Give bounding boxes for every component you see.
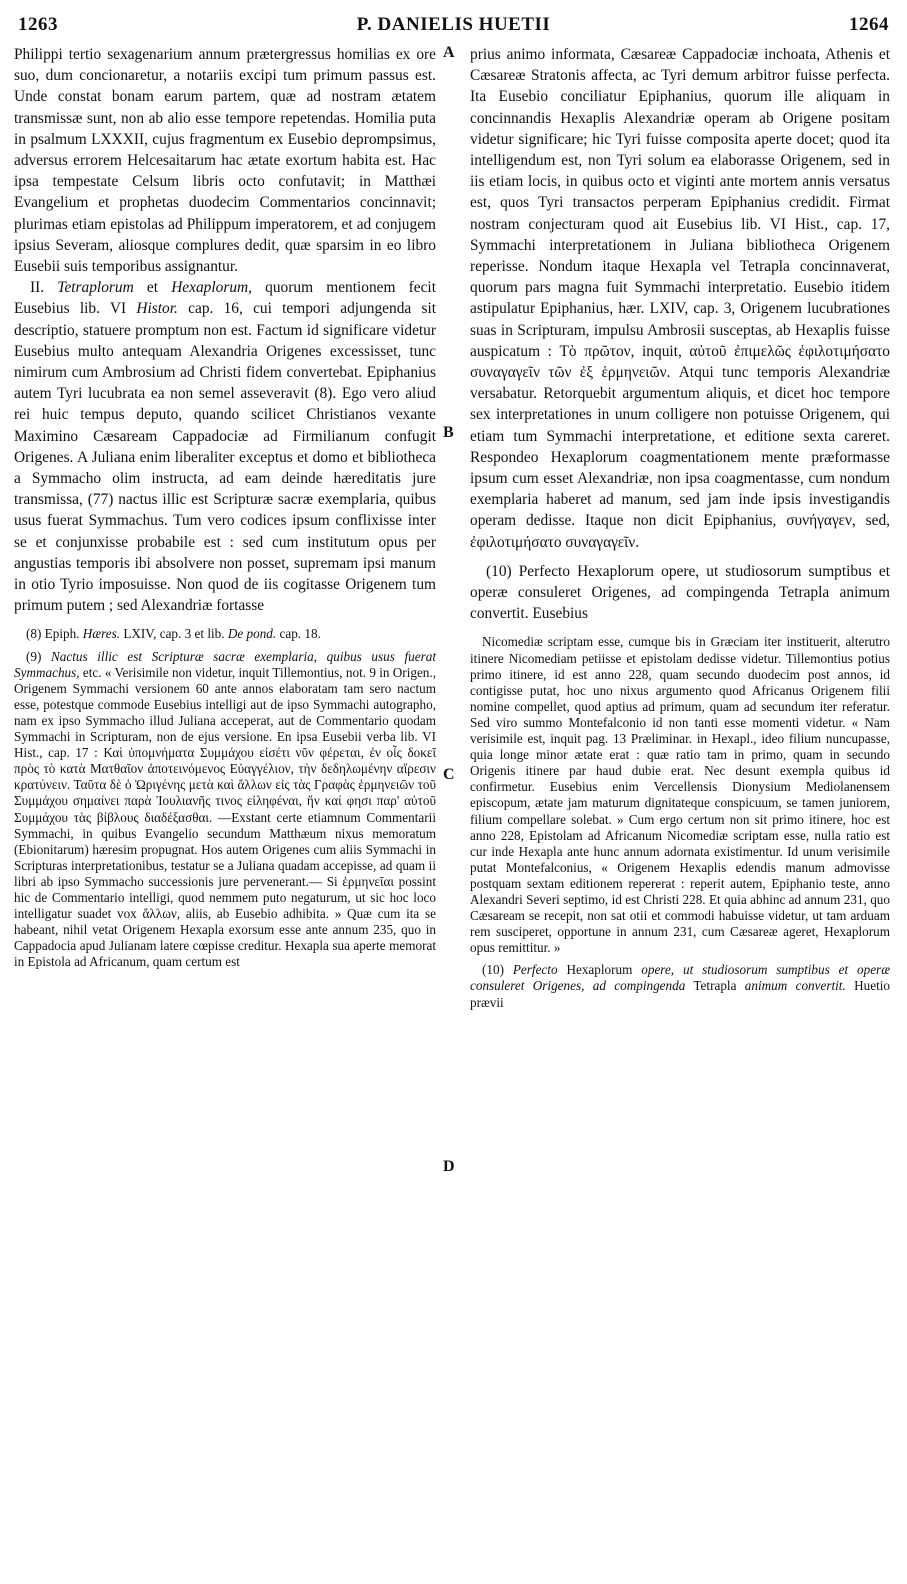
italic-term: Perfecto — [512, 962, 558, 978]
italic-term: opere, ut studiosorum sumptibus et operæ consuleret Origenes, ad compingenda — [470, 962, 890, 994]
text-run: cap. 18. — [279, 626, 321, 642]
left-column — [14, 44, 436, 970]
text-run: (10) — [482, 962, 504, 978]
margin-marker-c: C — [443, 766, 455, 783]
margin-marker-d: D — [443, 1158, 455, 1175]
text-run: Hexaplorum — [566, 962, 633, 978]
right-paragraph-2: (10) Perfecto Hexaplorum opere, ut studiosorum sumptibus et operæ consuleret Origenes, ad compingenda Tetrapla animum convertit. Eusebius — [470, 562, 890, 623]
text-run: , quorum mentionem fecit Eusebius lib. VI — [14, 279, 436, 318]
text-run: Huetio prævii — [470, 978, 891, 1010]
left-paragraph-2 — [14, 277, 436, 616]
para-number: II. — [30, 279, 45, 297]
margin-marker-b: B — [443, 424, 454, 441]
italic-term: De pond. — [227, 626, 277, 642]
italic-term: Hexaplorum — [171, 279, 249, 297]
footnote-8 — [14, 626, 436, 642]
text-run: Tetrapla — [693, 978, 737, 994]
italic-term: Histor. — [136, 300, 178, 318]
margin-marker-a: A — [443, 44, 455, 61]
page-number-left: 1263 — [18, 14, 58, 35]
text-run: (9) — [26, 648, 42, 664]
page-number-right: 1264 — [849, 14, 889, 35]
italic-term: animum convertit. — [744, 978, 846, 994]
text-run: et — [146, 279, 158, 297]
text-run: cap. 16, cui tempori adjungenda sit descriptio, statuere promptum non est. Factum id significare videtur Eusebius multo antequam Alexandria Origenes excessisset, tunc nimirum cum Ambrosium ad Christi fidem convertebat. Epiphanius autem Tyri lucubrata ea non semel asseveravit (8). Ego vero aliud rei huic tempus deputo, quando scilicet Christianos vexante Maximino Cæsaream Cappadociæ ad Firmilianum confugit Origenes. A Juliana enim liberaliter exceptus et domo et bibliotheca a Symmacho olim instructa, ad eam deinde hæreditatis jure transmissa, (77) nactus illic est Scripturæ sacræ exemplaria, quibus usus fuerat Symmachus. Tum vero codices ipsum conflixisse inter se et conjunxisse probabile est : sed cum institutum opus per angustias temporis ibi absolvere non posset, supremam ipsi manum in otio Tyrio imposuisse. Non quod de iis cogitasse Origenem tum primum putem ; sed Alexandriæ fortasse — [14, 300, 437, 615]
footnote-10 — [470, 962, 890, 1010]
running-title: P. DANIELIS HUETII — [356, 14, 551, 35]
footnote-9 — [14, 649, 436, 971]
italic-term: Hæres. — [82, 626, 121, 642]
text-run: LXIV, cap. 3 et lib. — [123, 626, 225, 642]
right-paragraph-1: prius animo informata, Cæsareæ Cappadociæ inchoata, Athenis et Cæsareæ Stratonis affecta, ac Tyri demum arbitror fuisse perfecta. Ita Eusebio conciliatur Epiphanius, quorum ille aliquam in concinnandis Hexaplis Alexandriæ operam ab Origene positam videtur significare; hic Tyri fuisse composita aperte docet; quod ita intelligendum est, non Tyri solum ea elaborasse Origenem, sed in iis etiam locis, in quibus octo et viginti ante mortem annis versatus est, quos Tyri transactos perperam Epiphanius credidit. Firmat nostram conjecturam quod ait Eusebius lib. VI Hist., cap. 17, Symmachi interpretationem in Juliana bibliotheca Origenem reperisse. Nondum itaque Hexapla vel Tetrapla concinnaverat, quorum pars magna fuit Symmachi interpretatio. Eusebio itidem astipulatur Epiphanius, hær. LXIV, cap. 3, Origenem lucubrationes suas in Scripturam, impulsu Ambrosii susceptas, ab Hexaplis fuisse auspicatum : Τὸ πρῶτον, inquit, αὐτοῦ ἐπιμελῶς ἐφιλοτιμήσατο συναγαγεῖν τῶν ἐξ ἑρμηνειῶν. Atqui tunc temporis Alexandriæ versabatur. Retorquebit argumentum aliquis, et dicet hoc tempore sex interpretationes in unum colligere non potuisse Origenem, qui etiam tum Symmachi interpretatione, et editione sexta careret. Respondeo Hexaplorum coagmentationem mente præformasse ipsum cum esset Alexandriæ, non ipsa coagmentasse, cum nondum exemplaria haberet ad manum, sed jam inde ipsis investigandis operam dedisse. Itaque non dicit Epiphanius, συνήγαγεν, sed, ἐφιλοτιμήσατο συναγαγεῖν. — [470, 46, 890, 551]
footnotes-right — [470, 634, 890, 1010]
italic-term: Nactus illic est Scripturæ sacræ exemplaria, quibus usus fuerat Symmachus, — [14, 648, 436, 680]
left-paragraph-1: Philippi tertio sexagenarium annum prætergressus homilias ex ore suo, dum concionaretur, a notariis excipi tum primum passus est. Unde constat bonam earum partem, quæ ad nostram ætatem transmissæ sunt, non ab alio esse tempore repetendas. Homilia puta in psalmum LXXXII, cujus fragmentum ex Eusebio deprompsimus, adversus errorem Helcesaitarum hac ætate exortum habita est. Hac ipsa tempestate Celsum libris octo confutavit; in Matthæi Evangelium et prophetas duodecim Commentarios concinnavit; plurimas etiam epistolas ad Philippum imperatorem, et ad conjugem ipsius Severam, aliosque complures dedit, quæ sparsim in eo libro Eusebii suis temporibus assignantur. — [14, 46, 436, 276]
italic-term: Tetraplorum — [57, 279, 134, 297]
right-column — [470, 44, 890, 1011]
text-run: (8) Epiph. — [26, 626, 80, 642]
footnotes-left — [14, 626, 436, 970]
footnote-continuation: Nicomediæ scriptam esse, cumque bis in Græciam iter instituerit, alterutro itinere Nicomediam petiisse et epistolam dedisse videtur. Tillemontius potius primo itinere, id est anno 228, quam secundo duodecim post annos, id contigisse putat, hoc uno nixus argumento quod Africanus Origenem filii nomine compellet, quod aptius ad primum, quam ad secundum iter referatur. Sed viro summo Montefalconio id non tanti esse momenti videtur. « Nam verisimile est, inquit pag. 13 Præliminar. in Hexapl., ideo filium nuncupasse, quia longe minor ætate erat : quæ ratio tam in primo, quam in secundo Origenis itinere par haud dubie erat. Nec desunt exempla quibus id confirmetur. Eusebius enim Vercellensis Dionysium Mediolanensem episcopum, ætate jam maturum dignitateque conspicuum, se tamen juniorem, filium compellare solebat. » Cum ergo certum non sit primo itinere, hoc est anno 228, Epistolam ad Africanum Nicomediæ scriptam esse, nulla ratio est cur inde Hexapla ante hunc annum adornata existimentur. Id unum verisimile putat Montefalconius, « Origenem Hexaplis edendis manum admovisse postquam sextam editionem repererat : reperit autem, Epiphanio teste, anno Alexandri Severi septimo, id est Christi 228. Et quia abhinc ad annum 231, quo Cæsaream se recepit, non sat otii et commodi habuisse videtur, ut tam arduam rem susciperet, opportune in annum 231, cum Cæsareæ ageret, Hexaplorum opus remittitur. » — [470, 634, 890, 956]
running-header — [18, 14, 889, 40]
text-run: etc. « Verisimile non videtur, inquit Tillemontius, not. 9 in Origen., Origenem Symmachi versionem 60 ante annos elaboratam tam sero nactum esse, potestque commode Eusebius intelligi aut de ipso Symmachi autographo, nam ex ipso Symmacho illud Juliana acceperat, aut de Commentario quodam Symmachi in Scripturam, non de ejus versione. En ipsa Eusebii verba lib. VI Hist., cap. 17 : Καὶ ὑπομνήματα Συμμάχου εἰσέτι νῦν φέρεται, ἐν οἷς δοκεῖ πρὸς τὸ κατὰ Ματθαῖον ἀποτεινόμενος Εὐαγγέλιον, τὴν δεδηλωμένην αἵρεσιν κρατύνειν. Ταῦτα δὲ ὁ Ὠριγένης μετὰ καὶ ἄλλων εἰς τὰς Γραφὰς ἑρμηνειῶν τοῦ Συμμάχου σημαίνει παρὰ Ἰουλιανῆς τινος εἰληφέναι, ἥν καί φησι παρ' αὐτοῦ Συμμάχου τὰς βίβλους διαδέξασθαι. —Exstant certe etiamnum Commentarii Symmachi, in quibus Evangelio secundum Matthæum nixus memoratum (Ebionitarum) hæresim propugnat. Hos autem Origenes cum aliis Symmachi in Scripturas interpretationibus, testatur se a Juliana quadam accepisse, ad quam ii libri ab ipso Symmacho successionis jure pervenerant.— Si ἑρμηνεῖαι possint hic de Commentario intelligi, quod nemmem puto negaturum, ut sic hoc loco intelligatur suadet vox ἄλλων, aliis, ab Eusebio adhibita. » Quæ cum ita se habeant, nihil vetat Origenem Hexapla exorsum esse ante annum 235, quo in Cappadocia apud Julianam latere cœpisse creditur. Hexapla sua aperte memorat in Epistola ad Africanum, quam certum est — [14, 664, 436, 970]
